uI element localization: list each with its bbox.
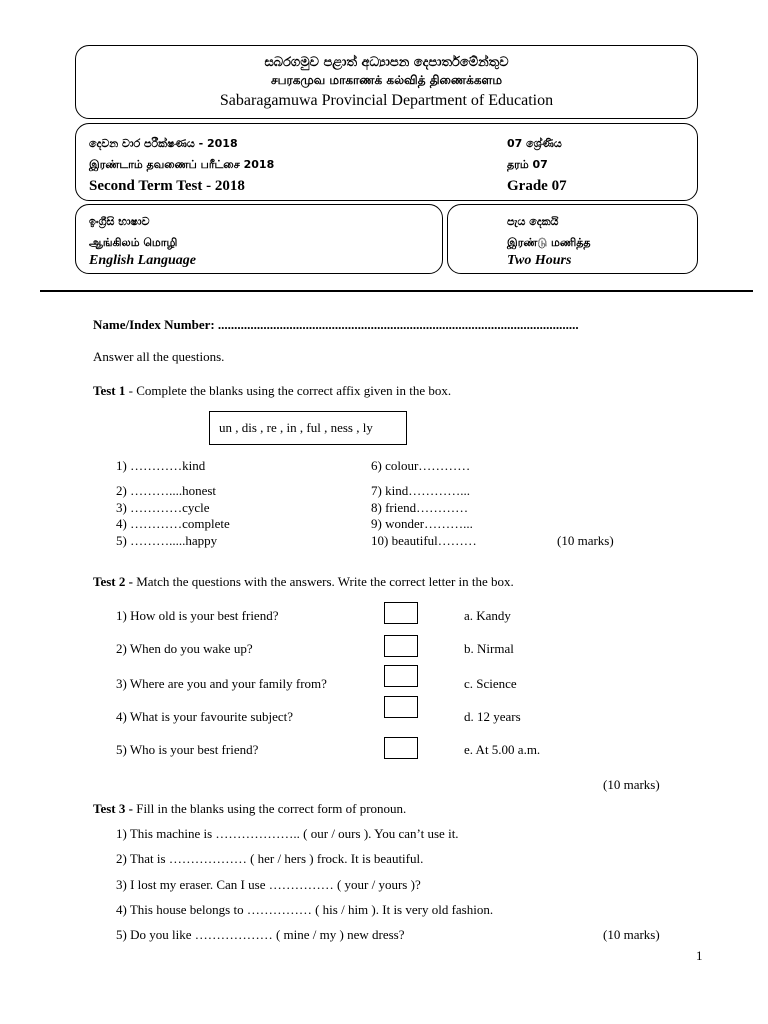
general-instruction: Answer all the questions.	[93, 349, 225, 364]
department-header-box	[75, 45, 698, 119]
grade-english: Grade 07	[507, 178, 567, 194]
term-english: Second Term Test - 2018	[89, 178, 245, 194]
test2-answer-box-4[interactable]	[384, 696, 418, 718]
subject-box	[75, 204, 443, 274]
test1-item-2: 2) ………....honest	[116, 483, 217, 498]
test2-title: Test 2 -	[93, 574, 133, 589]
test2-question-1: 1) How old is your best friend?	[116, 608, 279, 623]
department-name-tamil: சபரகமுவ மாகாணக் கல்வித் திணைக்களம	[270, 73, 502, 87]
test3-item-1: 1) This machine is ……………….. ( our / ours ). You can’t use it.	[116, 826, 459, 841]
department-name-sinhala: සබරගමුව පළාත් අධ්‍යාපන දෙපාර්තමේන්තුව	[264, 55, 509, 70]
grade-sinhala: 07 ශ්‍රේණිය	[507, 137, 562, 150]
duration-english: Two Hours	[507, 253, 572, 268]
name-index-line: Name/Index Number: ...............................................................................................................	[93, 317, 579, 332]
test3-item-2: 2) That is ……………… ( her / hers ) frock. It is beautiful.	[116, 851, 424, 866]
duration-tamil: இரண்டு மணித்த	[507, 236, 591, 249]
test2-answer-box-2[interactable]	[384, 635, 418, 657]
test1-item-9: 9) wonder………...	[371, 516, 473, 531]
test1-item-5: 5) ……….....happy	[116, 533, 218, 548]
test2-answer-e: e. At 5.00 a.m.	[464, 742, 541, 757]
duration-box	[447, 204, 698, 274]
test2-answer-d: d. 12 years	[464, 709, 521, 724]
test1-item-10: 10) beautiful………	[371, 533, 477, 548]
test3-title: Test 3 -	[93, 801, 133, 816]
test1-item-3: 3) …………cycle	[116, 500, 210, 515]
subject-sinhala: ඉංග්‍රීසි භාෂාව	[89, 215, 150, 228]
test2-answer-c: c. Science	[464, 676, 517, 691]
test3-marks: (10 marks)	[603, 927, 660, 942]
test2-question-5: 5) Who is your best friend?	[116, 742, 259, 757]
test2-answer-a: a. Kandy	[464, 608, 511, 623]
test3-item-4: 4) This house belongs to …………… ( his / him ). It is very old fashion.	[116, 902, 494, 917]
test2-marks: (10 marks)	[603, 777, 660, 792]
test2-answer-box-5[interactable]	[384, 737, 418, 759]
test1-instruction: - Complete the blanks using the correct affix given in the box.	[125, 383, 452, 398]
test2-answer-b: b. Nirmal	[464, 641, 514, 656]
test2-answer-box-3[interactable]	[384, 665, 418, 687]
test3-item-5: 5) Do you like ……………… ( mine / my ) new dress?	[116, 927, 405, 942]
test1-item-6: 6) colour…………	[371, 458, 471, 473]
duration-sinhala: පැය දෙකයි	[507, 215, 559, 228]
test1-item-8: 8) friend…………	[371, 500, 469, 515]
test3-item-3: 3) I lost my eraser. Can I use …………… ( your / yours )?	[116, 877, 421, 892]
term-sinhala: දෙවන වාර පරීක්ෂණය - 2018	[89, 137, 238, 150]
test3-instruction: Fill in the blanks using the correct form of pronoun.	[132, 801, 407, 816]
department-name-english: Sabaragamuwa Provincial Department of Education	[219, 92, 554, 109]
affix-box	[209, 411, 407, 445]
test1-item-7: 7) kind…………...	[371, 483, 470, 498]
page-number: 1	[696, 948, 703, 963]
subject-english: English Language	[89, 253, 196, 268]
test1-title: Test 1	[93, 383, 126, 398]
term-tamil: இரண்டாம் தவணைப் பரீட்சை 2018	[89, 158, 275, 171]
affix-list: un , dis , re , in , ful , ness , ly	[219, 420, 373, 435]
test2-answer-box-1[interactable]	[384, 602, 418, 624]
test2-question-3: 3) Where are you and your family from?	[116, 676, 327, 691]
test2-heading	[93, 574, 514, 590]
test3-heading	[93, 801, 406, 817]
test1-item-1: 1) …………kind	[116, 458, 206, 473]
header-divider	[40, 290, 753, 292]
test2-instruction: Match the questions with the answers. Write the correct letter in the box.	[132, 574, 514, 589]
test1-heading	[93, 383, 451, 399]
term-grade-box	[75, 123, 698, 201]
subject-tamil: ஆங்கிலம் மொழி	[89, 236, 178, 249]
test2-question-4: 4) What is your favourite subject?	[116, 709, 294, 724]
test2-question-2: 2) When do you wake up?	[116, 641, 253, 656]
grade-tamil: தரம் 07	[507, 158, 548, 171]
test1-marks: (10 marks)	[557, 533, 614, 548]
test1-item-4: 4) …………complete	[116, 516, 230, 531]
